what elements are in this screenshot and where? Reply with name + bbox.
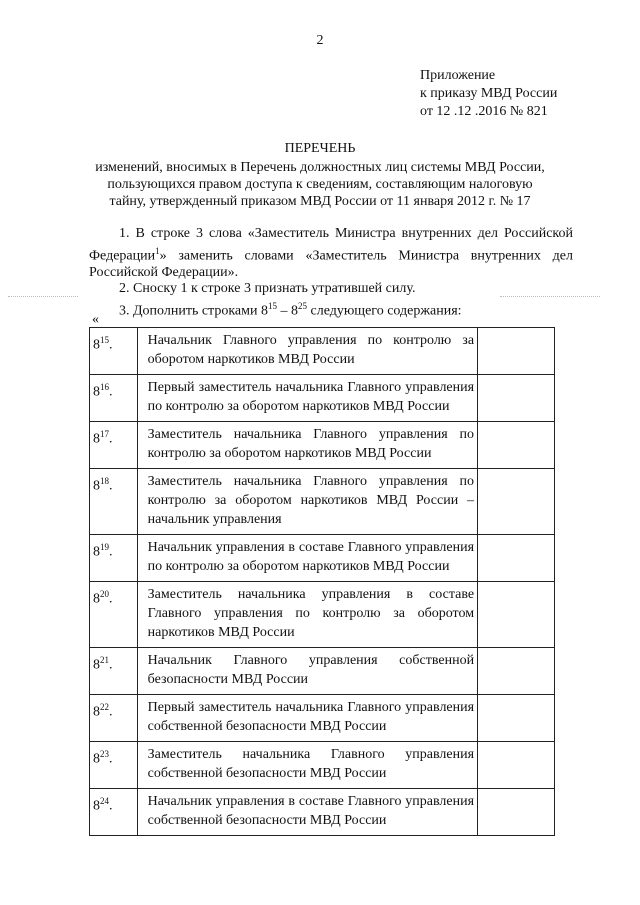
row-position-title: Начальник управления в составе Главного управления собственной безопасности МВД России xyxy=(137,789,477,836)
document-body xyxy=(89,226,573,320)
scan-artifact-right xyxy=(500,296,600,297)
row-empty-cell xyxy=(478,375,555,422)
item-1: 1. В строке 3 слова «Заместитель Министра внутренних дел Российской Федерации$^1$» заменить словами «Заместитель Министра внутренних дел Российской Федерации». xyxy=(89,226,573,280)
quote-open: « xyxy=(92,312,99,327)
table-row xyxy=(90,328,555,375)
appendix-line-2: к приказу МВД России xyxy=(420,86,558,101)
scan-artifact-left xyxy=(8,296,78,297)
row-number: $8^{23}$. xyxy=(90,742,138,789)
title-line-1: изменений, вносимых в Перечень должностных лиц системы МВД России, xyxy=(95,160,545,175)
row-empty-cell xyxy=(478,469,555,535)
table-row xyxy=(90,789,555,836)
row-position-title: Начальник Главного управления собственной безопасности МВД России xyxy=(137,648,477,695)
table-row xyxy=(90,582,555,648)
row-position-title: Первый заместитель начальника Главного управления собственной безопасности МВД России xyxy=(137,695,477,742)
row-number: $8^{22}$. xyxy=(90,695,138,742)
row-number: $8^{21}$. xyxy=(90,648,138,695)
row-empty-cell xyxy=(478,648,555,695)
table-row xyxy=(90,535,555,582)
row-number: $8^{24}$. xyxy=(90,789,138,836)
title-line-2: пользующихся правом доступа к сведениям, составляющим налоговую xyxy=(107,177,533,192)
table-row xyxy=(90,695,555,742)
row-number: $8^{19}$. xyxy=(90,535,138,582)
row-position-title: Начальник управления в составе Главного управления по контролю за оборотом наркотиков МВД России xyxy=(137,535,477,582)
row-position-title: Заместитель начальника Главного управления собственной безопасности МВД России xyxy=(137,742,477,789)
row-number: $8^{17}$. xyxy=(90,422,138,469)
row-empty-cell xyxy=(478,535,555,582)
document-title xyxy=(0,140,640,210)
row-empty-cell xyxy=(478,422,555,469)
row-empty-cell xyxy=(478,582,555,648)
row-position-title: Заместитель начальника управления в составе Главного управления по контролю за оборотом наркотиков МВД России xyxy=(137,582,477,648)
row-empty-cell xyxy=(478,742,555,789)
row-position-title: Первый заместитель начальника Главного управления по контролю за оборотом наркотиков МВД России xyxy=(137,375,477,422)
row-number: $8^{16}$. xyxy=(90,375,138,422)
item-3: 3. Дополнить строками $8^{15} - 8^{25}$ следующего содержания: xyxy=(119,300,462,319)
appendix-line-3: от 12 .12 .2016 № 821 xyxy=(420,104,548,119)
positions-table xyxy=(89,327,555,836)
item-2: 2. Сноску 1 к строке 3 признать утратившей силу. xyxy=(119,281,416,297)
row-position-title: Заместитель начальника Главного управления по контролю за оборотом наркотиков МВД России xyxy=(137,422,477,469)
row-number: $8^{15}$. xyxy=(90,328,138,375)
row-empty-cell xyxy=(478,328,555,375)
title-line-3: тайну, утвержденный приказом МВД России от 11 января 2012 г. № 17 xyxy=(109,194,531,209)
table-row xyxy=(90,422,555,469)
row-empty-cell xyxy=(478,789,555,836)
row-empty-cell xyxy=(478,695,555,742)
title-heading: ПЕРЕЧЕНЬ xyxy=(284,141,356,156)
page-number: 2 xyxy=(316,33,324,48)
appendix-block xyxy=(420,67,557,121)
row-position-title: Начальник Главного управления по контролю за оборотом наркотиков МВД России xyxy=(137,328,477,375)
table-row xyxy=(90,469,555,535)
table-row xyxy=(90,742,555,789)
row-number: $8^{20}$. xyxy=(90,582,138,648)
table-row xyxy=(90,375,555,422)
table-row xyxy=(90,648,555,695)
row-position-title: Заместитель начальника Главного управления по контролю за оборотом наркотиков МВД России – начальник управления xyxy=(137,469,477,535)
row-number: $8^{18}$. xyxy=(90,469,138,535)
appendix-line-1: Приложение xyxy=(420,68,496,83)
